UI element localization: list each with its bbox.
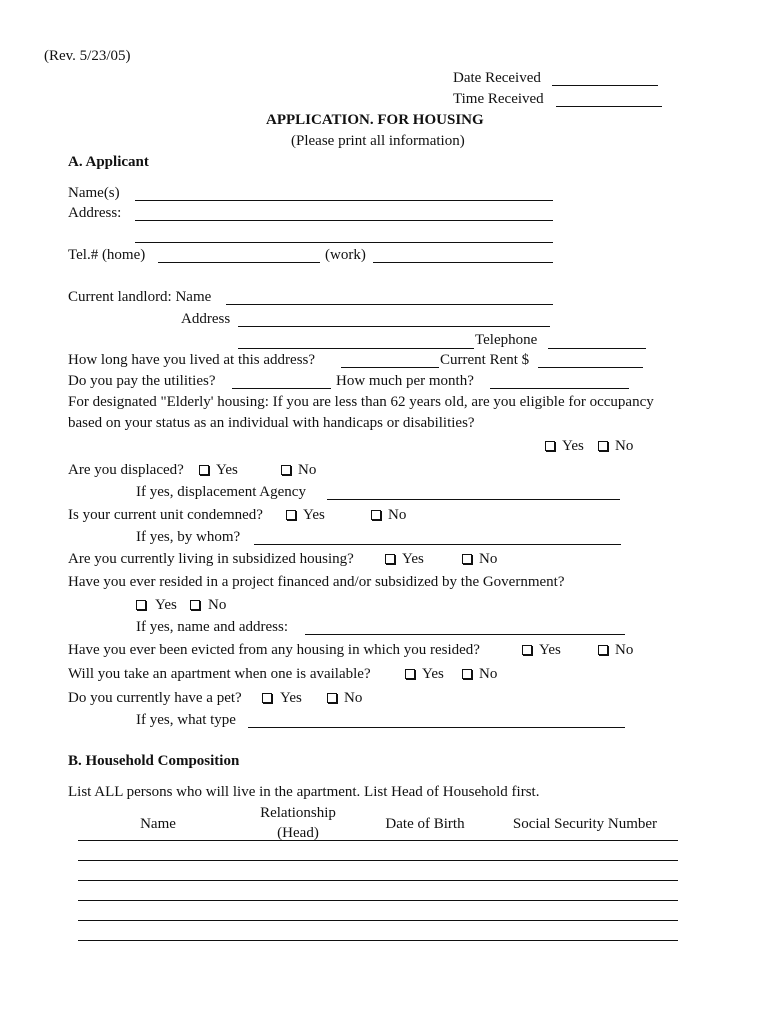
column-header-ssn: Social Security Number xyxy=(512,816,658,832)
displacement-agency-label: If yes, displacement Agency xyxy=(136,484,306,500)
per-month-field[interactable] xyxy=(490,388,629,389)
pet-type-label: If yes, what type xyxy=(136,712,236,728)
name-address-field[interactable] xyxy=(305,634,625,635)
pet-no-checkbox[interactable] xyxy=(327,693,337,703)
revision-note: (Rev. 5/23/05) xyxy=(44,48,131,64)
evicted-yes-label: Yes xyxy=(539,642,561,658)
government-yes-checkbox[interactable] xyxy=(136,600,146,610)
by-whom-field[interactable] xyxy=(254,544,621,545)
government-no-label: No xyxy=(208,597,227,613)
subsidized-yes-checkbox[interactable] xyxy=(385,554,395,564)
tel-work-label: (work) xyxy=(325,247,366,263)
tel-work-field[interactable] xyxy=(373,262,553,263)
elderly-question-line1: For designated "Elderly' housing: If you are less than 62 years old, are you eligible for occupancy xyxy=(68,394,654,410)
landlord-telephone-label: Telephone xyxy=(475,332,538,348)
subsidized-no-checkbox[interactable] xyxy=(462,554,472,564)
date-received-label: Date Received xyxy=(453,70,541,86)
how-long-label: How long have you lived at this address? xyxy=(68,352,316,368)
household-row[interactable] xyxy=(78,900,678,901)
apartment-yes-checkbox[interactable] xyxy=(405,669,415,679)
landlord-name-label: Current landlord: Name xyxy=(68,289,212,305)
displaced-label: Are you displaced? xyxy=(68,462,184,478)
time-received-label: Time Received xyxy=(453,91,544,107)
evicted-no-label: No xyxy=(615,642,634,658)
pet-type-field[interactable] xyxy=(248,727,625,728)
condemned-yes-checkbox[interactable] xyxy=(286,510,296,520)
landlord-name-field[interactable] xyxy=(226,304,553,305)
household-instructions: List ALL persons who will live in the apartment. List Head of Household first. xyxy=(68,784,540,800)
pet-yes-checkbox[interactable] xyxy=(262,693,272,703)
form-subtitle: (Please print all information) xyxy=(291,133,465,149)
current-rent-field[interactable] xyxy=(538,367,643,368)
address-field-line2[interactable] xyxy=(135,242,553,243)
landlord-telephone-field[interactable] xyxy=(548,348,646,349)
evicted-yes-checkbox[interactable] xyxy=(522,645,532,655)
pet-yes-label: Yes xyxy=(280,690,302,706)
apartment-no-checkbox[interactable] xyxy=(462,669,472,679)
landlord-address-label: Address xyxy=(181,311,231,327)
displaced-no-checkbox[interactable] xyxy=(281,465,291,475)
apartment-label: Will you take an apartment when one is available? xyxy=(68,666,371,682)
landlord-address-field-line2[interactable] xyxy=(238,348,474,349)
tel-home-label: Tel.# (home) xyxy=(68,247,146,263)
date-received-field[interactable] xyxy=(552,85,658,86)
displacement-agency-field[interactable] xyxy=(327,499,620,500)
subsidized-yes-label: Yes xyxy=(402,551,424,567)
condemned-no-checkbox[interactable] xyxy=(371,510,381,520)
displaced-no-label: No xyxy=(298,462,317,478)
pet-label: Do you currently have a pet? xyxy=(68,690,242,706)
names-field[interactable] xyxy=(135,200,553,201)
government-no-checkbox[interactable] xyxy=(190,600,200,610)
column-header-relationship: Relationship xyxy=(260,805,336,821)
column-header-relationship-head: (Head) xyxy=(277,825,319,841)
evicted-label: Have you ever been evicted from any housing in which you resided? xyxy=(68,642,480,658)
tel-home-field[interactable] xyxy=(158,262,320,263)
address-field-line1[interactable] xyxy=(135,220,553,221)
subsidized-label: Are you currently living in subsidized housing? xyxy=(68,551,354,567)
names-label: Name(s) xyxy=(68,185,120,201)
apartment-yes-label: Yes xyxy=(422,666,444,682)
time-received-field[interactable] xyxy=(556,106,662,107)
elderly-no-label: No xyxy=(615,438,634,454)
household-row[interactable] xyxy=(78,920,678,921)
displaced-yes-checkbox[interactable] xyxy=(199,465,209,475)
landlord-address-field[interactable] xyxy=(238,326,550,327)
elderly-no-checkbox[interactable] xyxy=(598,441,608,451)
household-row[interactable] xyxy=(78,860,678,861)
condemned-yes-label: Yes xyxy=(303,507,325,523)
household-row[interactable] xyxy=(78,880,678,881)
how-long-field[interactable] xyxy=(341,367,439,368)
evicted-no-checkbox[interactable] xyxy=(598,645,608,655)
form-title: APPLICATION. FOR HOUSING xyxy=(266,112,484,128)
utilities-label: Do you pay the utilities? xyxy=(68,373,216,389)
section-a-heading: A. Applicant xyxy=(68,154,149,170)
government-project-label: Have you ever resided in a project financed and/or subsidized by the Government? xyxy=(68,574,565,590)
name-address-label: If yes, name and address: xyxy=(136,619,289,635)
by-whom-label: If yes, by whom? xyxy=(136,529,241,545)
pet-no-label: No xyxy=(344,690,363,706)
column-header-name: Name xyxy=(140,816,176,832)
section-b-heading: B. Household Composition xyxy=(68,753,240,769)
elderly-yes-label: Yes xyxy=(562,438,584,454)
apartment-no-label: No xyxy=(479,666,498,682)
elderly-question-line2: based on your status as an individual with handicaps or disabilities? xyxy=(68,415,475,431)
displaced-yes-label: Yes xyxy=(216,462,238,478)
utilities-field[interactable] xyxy=(232,388,331,389)
government-yes-label: Yes xyxy=(155,597,177,613)
address-label: Address: xyxy=(68,205,122,221)
column-header-dob: Date of Birth xyxy=(385,816,465,832)
per-month-label: How much per month? xyxy=(336,373,474,389)
subsidized-no-label: No xyxy=(479,551,498,567)
current-rent-label: Current Rent $ xyxy=(440,352,530,368)
condemned-label: Is your current unit condemned? xyxy=(68,507,263,523)
elderly-yes-checkbox[interactable] xyxy=(545,441,555,451)
household-row[interactable] xyxy=(78,840,678,841)
condemned-no-label: No xyxy=(388,507,407,523)
household-row[interactable] xyxy=(78,940,678,941)
